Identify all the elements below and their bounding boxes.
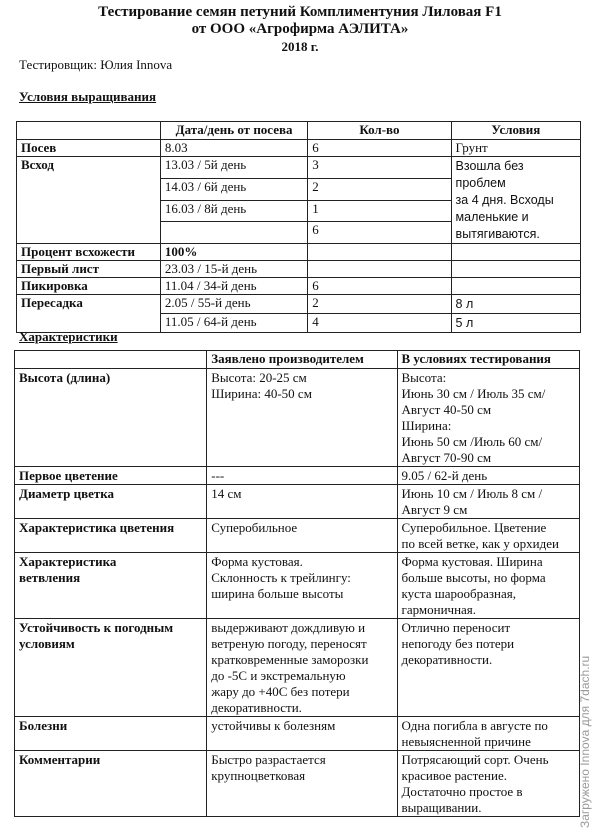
cell-line: Июнь 10 см / Июль 8 см / (401, 486, 543, 501)
cell-line: Первое цветение (19, 468, 118, 483)
cell-declared (207, 619, 397, 717)
cell-line: красивое растение. (401, 768, 507, 783)
cell-date: 23.03 / 15-й день (160, 261, 307, 278)
document-year: 2018 г. (281, 39, 319, 54)
cell-declared (207, 717, 397, 751)
cell-line: Ширина: 40-50 см (211, 386, 312, 401)
row-label: Пересадка (17, 295, 161, 314)
watermark: Загружено Innova для 7dach.ru (578, 655, 592, 828)
cell-date: 11.05 / 64-й день (160, 314, 307, 333)
table-header-row (17, 122, 581, 140)
cell-declared (207, 467, 397, 485)
document-title-line1: Тестирование семян петуний Комплиментуния Лиловая F1 (98, 4, 502, 20)
column-header: Кол-во (308, 122, 451, 140)
cell-line: Характеристика цветения (19, 520, 175, 535)
cell-line: декоративности. (401, 652, 493, 667)
cell-line: гармоничная. (401, 602, 477, 617)
cell-date: 16.03 / 8й день (160, 200, 307, 222)
column-header: Дата/день от посева (160, 122, 307, 140)
cell-declared (207, 519, 397, 553)
row-label (17, 200, 161, 222)
cell-cond: Грунт (451, 140, 580, 157)
table-row (15, 467, 580, 485)
cell-qty: 2 (308, 178, 451, 200)
table-row (15, 553, 580, 619)
cell-date: 2.05 / 55-й день (160, 295, 307, 314)
cell-line: выращивании. (401, 800, 482, 815)
cell-emergence-conditions (451, 157, 580, 244)
cell-qty: 6 (308, 278, 451, 295)
cell-line: кратковременные заморозки (211, 652, 369, 667)
cell-line: жару до +40С без потери (211, 684, 350, 699)
cond-line: маленькие и (455, 210, 529, 224)
cell-line: Болезни (19, 718, 68, 733)
cell-name (15, 369, 207, 467)
cell-name (15, 519, 207, 553)
table-row (17, 295, 581, 314)
row-label: Процент всхожести (17, 244, 161, 261)
cond-line: вытягиваются. (455, 227, 540, 241)
cell-line: 14 см (211, 486, 242, 501)
growing-conditions-heading: Условия выращивания (19, 89, 157, 104)
cell-cond (451, 278, 580, 295)
cell-line: Форма кустовая. Ширина (401, 554, 543, 569)
cond-line: Взошла без проблем (455, 159, 524, 190)
cell-line: Суперобильное (211, 520, 298, 535)
row-label (17, 178, 161, 200)
characteristics-table (14, 350, 580, 817)
cell-line: Устойчивость к погодным (19, 620, 174, 635)
cell-date: 14.03 / 6й день (160, 178, 307, 200)
cell-line: Комментарии (19, 752, 101, 767)
row-label: Посев (17, 140, 161, 157)
cell-tested (397, 519, 580, 553)
table-row (15, 751, 580, 817)
cell-line: Быстро разрастается (211, 752, 326, 767)
cell-line: декоративности. (211, 700, 302, 715)
table-row (15, 717, 580, 751)
cell-line: крупноцветковая (211, 768, 306, 783)
cell-tested (397, 485, 580, 519)
column-header: Заявлено производителем (207, 351, 397, 369)
cell-line: куста шарообразная, (401, 586, 517, 601)
cell-date: 13.03 / 5й день (160, 157, 307, 179)
cell-line: 9.05 / 62-й день (401, 468, 488, 483)
cell-qty: 6 (308, 140, 451, 157)
column-header (17, 122, 161, 140)
cell-line: Август 40-50 см (401, 402, 492, 417)
cell-tested (397, 619, 580, 717)
cell-date (160, 222, 307, 244)
column-header: Условия (451, 122, 580, 140)
cell-name (15, 485, 207, 519)
growing-conditions-table (16, 121, 581, 333)
table-row (17, 157, 581, 179)
cell-line: невыясненной причине (401, 734, 531, 749)
cell-line: устойчивы к болезням (211, 718, 336, 733)
cell-line: Достаточно простое в (401, 784, 523, 799)
row-label: Первый лист (17, 261, 161, 278)
column-header (15, 351, 207, 369)
row-label (17, 222, 161, 244)
cell-line: Диаметр цветка (19, 486, 115, 501)
cell-line: Июнь 30 см / Июль 35 см/ (401, 386, 546, 401)
cell-line: Высота (длина) (19, 370, 111, 385)
cell-qty: 6 (308, 222, 451, 244)
cond-line: за 4 дня. Всходы (455, 193, 554, 207)
cell-line: Высота: (401, 370, 447, 385)
cell-qty: 2 (308, 295, 451, 314)
cell-cond: 5 л (451, 314, 580, 333)
cell-line: ширина больше высоты (211, 586, 344, 601)
table-row (17, 244, 581, 261)
row-label: Пикировка (17, 278, 161, 295)
cell-cond: 8 л (451, 295, 580, 314)
cell-line: Характеристика (19, 554, 117, 569)
tester-name: Тестировщик: Юлия Innova (19, 57, 173, 72)
cell-line: Ширина: (401, 418, 452, 433)
cell-declared (207, 369, 397, 467)
cell-tested (397, 751, 580, 817)
cell-tested (397, 369, 580, 467)
row-label: Всход (17, 157, 161, 179)
cell-qty (308, 261, 451, 278)
cell-date: 11.04 / 34-й день (160, 278, 307, 295)
cell-tested (397, 467, 580, 485)
characteristics-heading: Характеристики (19, 329, 118, 344)
cell-declared (207, 553, 397, 619)
cell-date: 100% (160, 244, 307, 261)
cell-declared (207, 751, 397, 817)
table-row (15, 519, 580, 553)
table-row (17, 140, 581, 157)
cell-line: Одна погибла в августе по (401, 718, 548, 733)
table-row (17, 278, 581, 295)
cell-line: ветвления (19, 570, 81, 585)
cell-line: ветреную погоду, переносят (211, 636, 367, 651)
cell-name (15, 717, 207, 751)
cell-line: Суперобильное. Цветение (401, 520, 547, 535)
document-title-line2: от ООО «Агрофирма АЭЛИТА» (191, 21, 409, 37)
cell-line: Август 9 см (401, 502, 468, 517)
table-header-row (15, 351, 580, 369)
cell-declared (207, 485, 397, 519)
cell-name (15, 553, 207, 619)
cell-line: Форма кустовая. (211, 554, 303, 569)
table-row (15, 369, 580, 467)
cell-line: Июнь 50 см /Июль 60 см/ (401, 434, 543, 449)
cell-tested (397, 717, 580, 751)
cell-line: Потрясающий сорт. Очень (401, 752, 549, 767)
cell-line: больше высоты, но форма (401, 570, 546, 585)
table-row (15, 619, 580, 717)
cell-name (15, 467, 207, 485)
table-row (15, 485, 580, 519)
cell-line: до -5С и экстремальную (211, 668, 346, 683)
cell-line: по всей ветке, как у орхидеи (401, 536, 559, 551)
cell-qty: 3 (308, 157, 451, 179)
cell-name (15, 619, 207, 717)
cell-date: 8.03 (160, 140, 307, 157)
cell-line: Склонность к трейлингу: (211, 570, 351, 585)
cell-line: выдерживают дождливую и (211, 620, 366, 635)
cell-line: Высота: 20-25 см (211, 370, 307, 385)
cell-line: непогоду без потери (401, 636, 515, 651)
cell-cond (451, 261, 580, 278)
cell-name (15, 751, 207, 817)
column-header: В условиях тестирования (397, 351, 580, 369)
table-row (17, 261, 581, 278)
cell-line: Август 70-90 см (401, 450, 492, 465)
cell-line: Отлично переносит (401, 620, 511, 635)
cell-line: --- (211, 468, 225, 483)
cell-qty: 4 (308, 314, 451, 333)
cell-cond (451, 244, 580, 261)
cell-qty: 1 (308, 200, 451, 222)
cell-line: условиям (19, 636, 75, 651)
cell-qty (308, 244, 451, 261)
cell-tested (397, 553, 580, 619)
